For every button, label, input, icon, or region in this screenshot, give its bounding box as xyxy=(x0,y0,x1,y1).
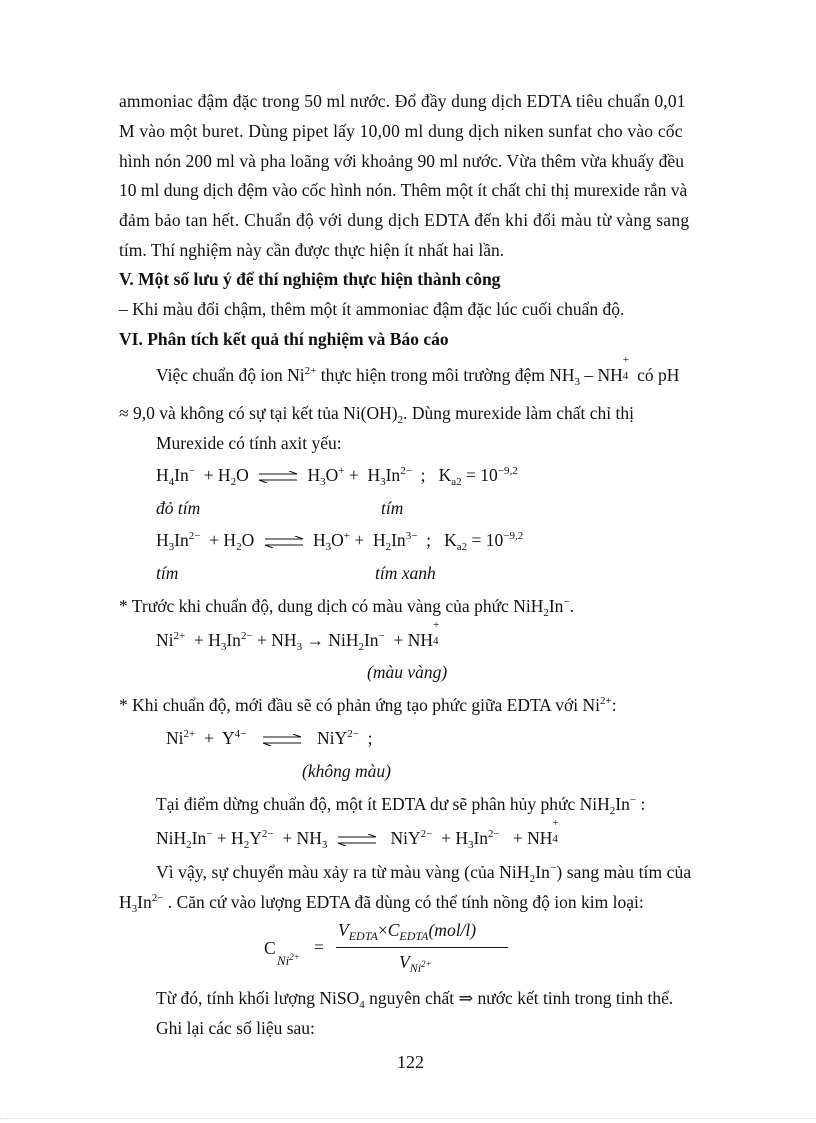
section-heading: V. Một số lưu ý để thí nghiệm thực hiện thành công xyxy=(119,269,501,289)
section-heading: VI. Phân tích kết quả thí nghiệm và Báo cáo xyxy=(119,329,449,349)
equation-2: $H_3In^{2-} + H_2O$ $H_3O^+ + H_2In^{3-}$ ; $K_{a2} = 10^{-9,2}$ xyxy=(156,530,524,553)
paragraph-line: hình nón 200 ml và pha loãng với khoảng 90 ml nước. Vừa thêm vừa khuấy đều xyxy=(119,151,685,171)
paragraph-line: 10 ml dung dịch đệm vào cốc hình nón. Thêm một ít chất chỉ thị murexide rắn và xyxy=(119,180,688,200)
paragraph-line: Việc chuẩn độ ion $Ni^{2+}$ thực hiện trong môi trường đệm $NH_3$ – NH + 4 có pH xyxy=(156,354,680,388)
paragraph-line: Murexide có tính axit yếu: xyxy=(156,433,342,453)
equation-label: đỏ tím xyxy=(156,498,201,518)
equilibrium-arrow-icon xyxy=(265,536,303,548)
paragraph-line: M vào một buret. Dùng pipet lấy 10,00 ml dung dịch niken sunfat cho vào cốc xyxy=(119,121,683,141)
equation-label: tím xyxy=(381,498,404,518)
concentration-formula: C $Ni^{2+}$ = $V_{EDTA}\times C_{EDTA}(mol/l)$ $V_{Ni^{2+}}$ xyxy=(256,918,556,982)
bullet-line: * Khi chuẩn độ, mới đầu sẽ có phản ứng tạo phức giữa EDTA với $Ni^{2+}$: xyxy=(119,695,617,715)
paragraph-line: Từ đó, tính khối lượng NiSO$_4$ nguyên chất ⇒ nước kết tinh trong tinh thể. xyxy=(156,988,674,1011)
note-line: – Khi màu đổi chậm, thêm một ít ammoniac đậm đặc lúc cuối chuẩn độ. xyxy=(119,299,625,319)
paragraph-line: Tại điểm dừng chuẩn độ, một ít EDTA dư sẽ phân hủy phức NiH$_2$In− : xyxy=(156,794,646,817)
equation-label: tím xanh xyxy=(375,563,436,583)
equation-4: $Ni^{2+} + Y^{4-}$ NiY$^{2-}$ ; xyxy=(166,728,373,748)
paragraph-line: Vì vậy, sự chuyển màu xảy ra từ màu vàng (của NiH$_2$In−) sang màu tím của xyxy=(156,862,692,885)
equilibrium-arrow-icon xyxy=(259,471,297,483)
paragraph-line: $H_3In^{2-}$ . Căn cứ vào lượng EDTA đã dùng có thể tính nồng độ ion kim loại: xyxy=(119,892,644,915)
equation-5: $NiH_2In^- + H_2Y^{2-} + NH_3$ $NiY^{2-} + H_3In^{2-}$ + NH + 4 xyxy=(156,817,559,851)
paragraph-line: ammoniac đậm đặc trong 50 ml nước. Đổ đầy dung dịch EDTA tiêu chuẩn 0,01 xyxy=(119,91,686,111)
equation-1: $H_4In^- + H_2O$ $H_3O^+ + H_3In^{2-}$ ; $K_{a2} = 10^{-9,2}$ xyxy=(156,465,518,488)
equation-label: (không màu) xyxy=(302,761,391,781)
paragraph-line: tím. Thí nghiệm này cần được thực hiện ít nhất hai lần. xyxy=(119,240,505,260)
paragraph-line: đảm bảo tan hết. Chuẩn độ với dung dịch EDTA đến khi đổi màu từ vàng sang xyxy=(119,210,690,230)
page-number: 122 xyxy=(397,1052,424,1072)
fraction-bar xyxy=(336,947,508,948)
equation-3: $Ni^{2+} + H_3In^{2-} + NH_3 \to NiH_2In^-$ + NH + 4 xyxy=(156,619,440,653)
paragraph-line: Ghi lại các số liệu sau: xyxy=(156,1018,315,1038)
bullet-line: * Trước khi chuẩn độ, dung dịch có màu vàng của phức NiH$_2$In−. xyxy=(119,596,575,619)
equilibrium-arrow-icon xyxy=(263,734,301,746)
equilibrium-arrow-icon xyxy=(338,834,376,846)
equation-label: tím xyxy=(156,563,179,583)
paragraph-line: ≈ 9,0 và không có sự tại kết tủa $Ni(OH)_2$. Dùng murexide làm chất chỉ thị xyxy=(119,403,634,426)
equation-label: (màu vàng) xyxy=(367,662,448,682)
footer-divider xyxy=(0,1118,816,1119)
